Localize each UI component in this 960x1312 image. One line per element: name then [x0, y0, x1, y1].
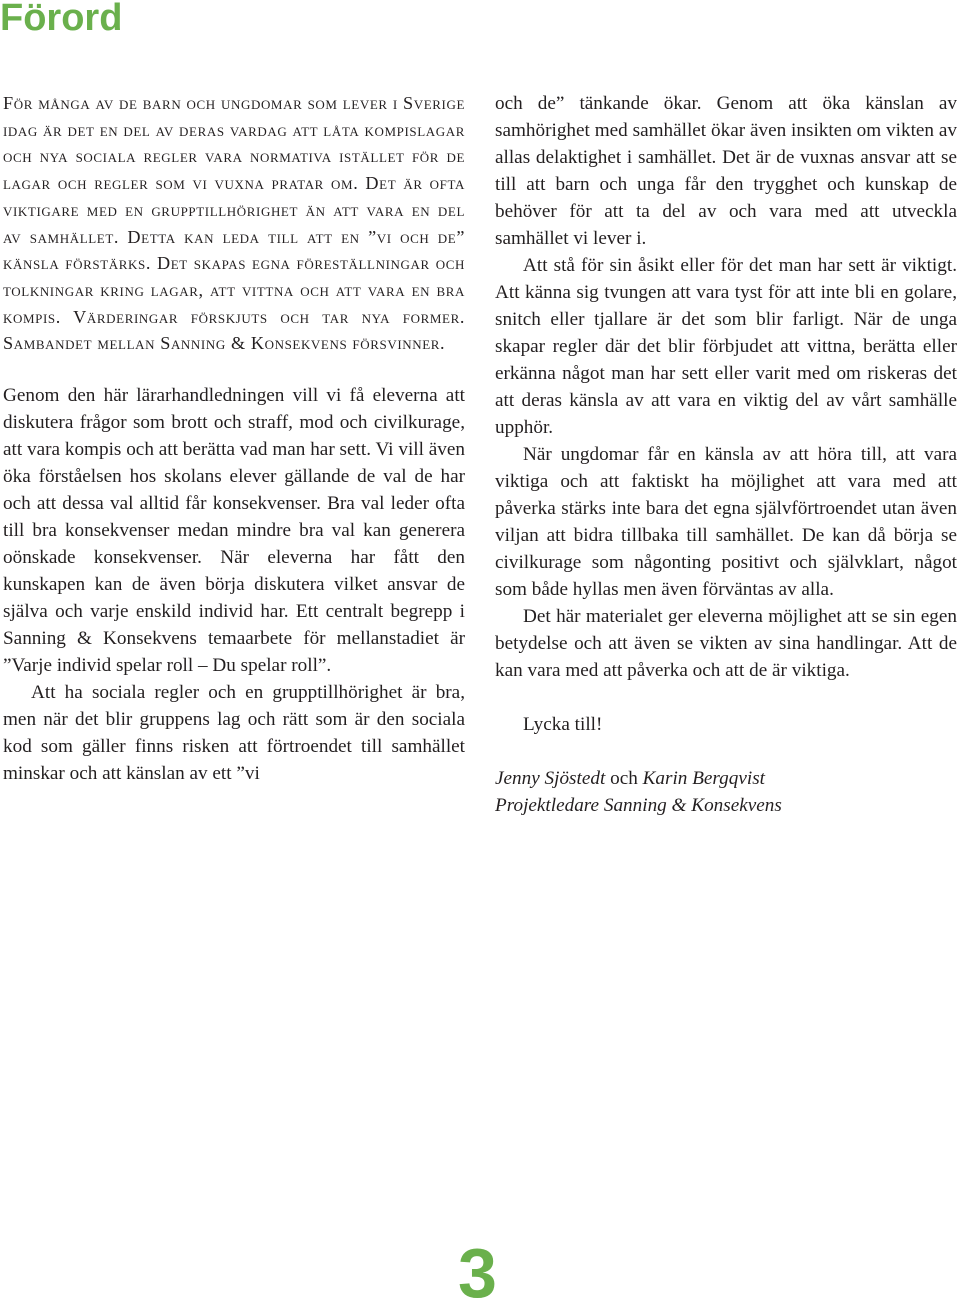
intro-paragraph: För många av de barn och ungdomar som lever i Sverige idag är det en del av deras vardag att låta kompislagar och nya sociala regler vara normativa istället för de lagar och regler som vi vuxna pratar om. Det är ofta viktigare med en grupptillhörighet än att vara en del av samhället. Detta kan leda till att en ”vi och de” känsla förstärks. Det skapas egna föreställningar och tolkningar kring lagar, att vittna och att vara en bra kompis. Värderingar förskjuts och tar nya former. Sambandet mellan Sanning & Konsekvens försvinner. — [3, 93, 465, 354]
body-paragraph-1: Genom den här lärarhandledningen vill vi få eleverna att diskutera frågor som brott och straff, mod och civilkurage, att vara kompis och att berätta vad man har sett. Vi vill även öka förståelsen hos skolans elever gällande de val de har och att dessa val alltid får konsekvenser. Bra val leder ofta till bra konsekvenser medan mindre bra val kan generera oönskade konsekvenser. När eleverna har fått den kunskapen kan de även börja diskutera vilket ansvar de själva och varje enskild individ har. Ett centralt begrepp i Sanning & Konsekvens temaarbete för mellanstadiet är ”Varje individ spelar roll – Du spelar roll”. — [3, 385, 465, 677]
signature-connector: och — [605, 768, 643, 789]
signature-name-1: Jenny Sjöstedt — [495, 768, 606, 789]
body-paragraph-4: När ungdomar får en känsla av att höra till, att vara viktiga och att faktiskt ha möjlighet att vara med att påverka stärks inte bara det egna självförtroendet utan även viljan att bidra tillbaka till samhället. De kan då börja se civilkurage som någonting positivt och självklart, något som både hyllas men även förväntas av alla. — [495, 444, 957, 600]
body-paragraph-5: Det här materialet ger eleverna möjlighet att se sin egen betydelse och att även se vikten av sina handlingar. Att de kan vara med att påverka och att de är viktiga. — [495, 606, 957, 681]
body-paragraph-2-continued — [495, 90, 957, 252]
signature-role: Projektledare Sanning & Konsekvens — [495, 795, 782, 816]
signature-name-2: Karin Bergqvist — [642, 768, 766, 789]
closing-greeting: Lycka till! — [523, 714, 603, 735]
body-paragraph-2-part-a: Att ha sociala regler och en grupptillhörighet är bra, men när det blir gruppens lag och rätt som är den sociala kod som gäller finns risken att förtroendet till samhället minskar och att känslan av ett ”vi — [3, 682, 465, 785]
body-paragraph-2-start — [3, 679, 465, 787]
signature-block — [495, 765, 957, 819]
page-number: 3 — [458, 1234, 497, 1312]
right-column — [495, 90, 957, 819]
body-paragraph-3: Att stå för sin åsikt eller för det man har sett är viktigt. Att känna sig tvungen att vara tyst för att inte bli en golare, snitch eller tjallare är det som blir farligt. När de unga skapar regler där det blir förbjudet att vittna, berätta eller erkänna något man har sett eller varit med om riskeras det att deras känsla av att vara en viktig del av vårt samhälle upphör. — [495, 255, 957, 438]
body-paragraph-2-part-b: och de” tänkande ökar. Genom att öka känslan av samhörighet med samhället ökar även insikten om vikten av allas delaktighet i samhället. Det är de vuxnas ansvar att se till att barn och unga får den trygghet och kunskap de behöver för att ta del av och vara med att utveckla samhället vi lever i. — [495, 93, 957, 249]
page-title: Förord — [0, 0, 123, 39]
left-column — [3, 90, 465, 787]
